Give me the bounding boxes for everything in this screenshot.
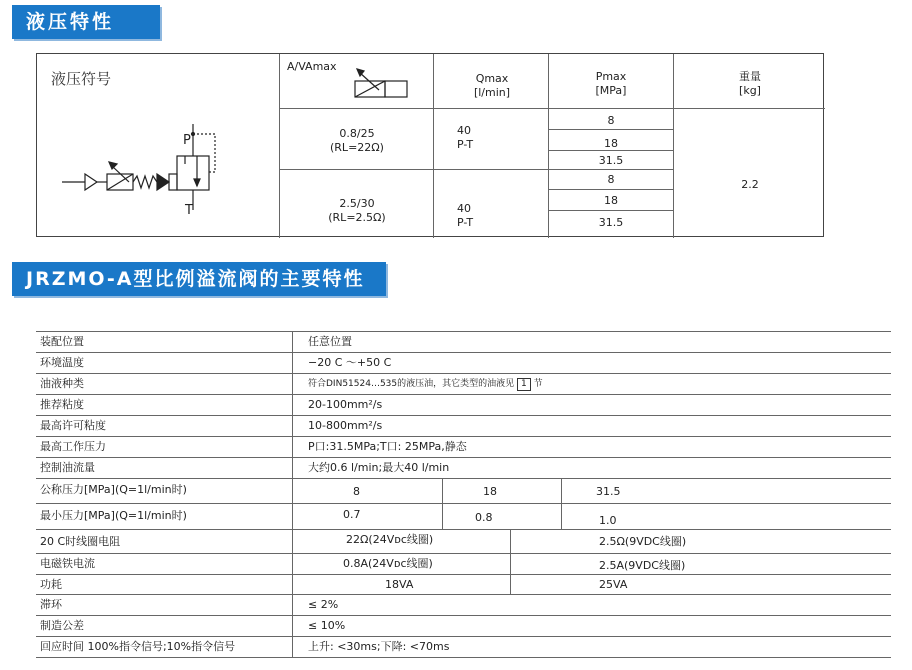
row-value: ≤ 2% — [308, 598, 339, 611]
row-value: 任意位置 — [308, 335, 352, 348]
row1-q-value: 40 P-T — [457, 124, 474, 151]
table-row — [36, 332, 891, 353]
table-row — [36, 554, 891, 575]
col-pmax-header: Pmax [MPa] — [595, 70, 627, 97]
section-title-hydraulic: 液压特性 — [12, 5, 160, 39]
table-row — [36, 437, 891, 458]
table-row — [36, 395, 891, 416]
table-row — [36, 504, 891, 530]
row-value: 20-100mm²/s — [308, 398, 383, 411]
table-row — [36, 530, 891, 554]
row-value: 0.7 — [343, 508, 361, 521]
row-value: 25VA — [599, 578, 628, 591]
col-qmax-header: Qmax [l/min] — [473, 72, 511, 99]
specification-table — [36, 331, 891, 658]
table-row — [36, 479, 891, 504]
section-title-main-characteristics: JRZMO-A型比例溢流阀的主要特性 — [12, 262, 386, 296]
row-label: 环境温度 — [40, 356, 84, 369]
table-row — [36, 595, 891, 616]
row2-p-value: 18 — [604, 194, 618, 207]
row-label: 装配位置 — [40, 335, 84, 348]
row-value: 8 — [353, 485, 360, 498]
section-reference-box: 1 — [517, 378, 531, 391]
row-value: 10-800mm²/s — [308, 419, 383, 432]
row-value: −20 C ～+50 C — [308, 356, 392, 369]
col-weight-header: 重量 [kg] — [739, 70, 761, 97]
row-value: 2.5A(9VDC线圈) — [599, 559, 686, 572]
row1-av-value: 0.8/25 (RL=22Ω) — [330, 127, 384, 154]
row-label: 推荐粘度 — [40, 398, 84, 411]
row-label: 最高许可粘度 — [40, 419, 106, 432]
row1-p-value: 8 — [607, 114, 615, 127]
hydraulic-symbol-icon — [57, 114, 257, 224]
row1-p-value: 31.5 — [598, 154, 624, 167]
row-value: 1.0 — [599, 514, 617, 527]
hydraulic-symbol-label: 液压符号 — [51, 70, 112, 88]
row-value: 31.5 — [596, 485, 621, 498]
row-label: 公称压力[MPa](Q=1l/min时) — [40, 483, 187, 496]
port-p-label: P — [183, 133, 191, 148]
row-label: 功耗 — [40, 578, 62, 591]
row-value: 上升: <30ms;下降: <70ms — [308, 640, 450, 653]
table-row — [36, 458, 891, 479]
row-value: 大约0.6 l/min;最大40 l/min — [308, 461, 450, 474]
row-label: 滞环 — [40, 598, 62, 611]
row-label: 回应时间 100%指令信号;10%指令信号 — [40, 640, 236, 653]
row1-p-value: 18 — [604, 137, 618, 150]
row-value: P口:31.5MPa;T口: 25MPa,静态 — [308, 440, 467, 453]
table-row — [36, 353, 891, 374]
row-label: 控制油流量 — [40, 461, 95, 474]
row-value: 18 — [483, 485, 497, 498]
valve-symbol-icon — [349, 66, 415, 102]
row-label: 制造公差 — [40, 619, 84, 632]
row-value: ≤ 10% — [308, 619, 346, 632]
table-row — [36, 575, 891, 595]
row-label: 最高工作压力 — [40, 440, 106, 453]
col-avamax-header: A/VAmax — [287, 60, 337, 73]
row-value: 22Ω(24Vᴅᴄ线圈) — [346, 533, 434, 546]
row2-av-value: 2.5/30 (RL=2.5Ω) — [328, 197, 386, 224]
table-row — [36, 416, 891, 437]
row-label: 电磁铁电流 — [40, 557, 95, 570]
row-label: 油液种类 — [40, 377, 84, 390]
table-row — [36, 374, 891, 395]
table-row — [36, 637, 891, 658]
row-label: 20 C时线圈电阻 — [40, 535, 121, 548]
row-value: 2.5Ω(9VDC线圈) — [599, 535, 687, 548]
port-t-label: T — [185, 203, 193, 218]
table-row — [36, 616, 891, 637]
row2-p-value: 31.5 — [598, 216, 624, 229]
row-value: 0.8A(24Vᴅᴄ线圈) — [343, 557, 433, 570]
row-value: 符合DIN51524…535的液压油，其它类型的油液见 1 节 — [308, 379, 543, 389]
row2-p-value: 8 — [607, 173, 615, 186]
hydraulic-characteristics-table — [36, 53, 824, 237]
row-value: 0.8 — [475, 511, 493, 524]
weight-value: 2.2 — [741, 178, 759, 191]
row-label: 最小压力[MPa](Q=1l/min时) — [40, 509, 187, 522]
row-value: 18VA — [385, 578, 414, 591]
row2-q-value: 40 P-T — [457, 202, 474, 229]
